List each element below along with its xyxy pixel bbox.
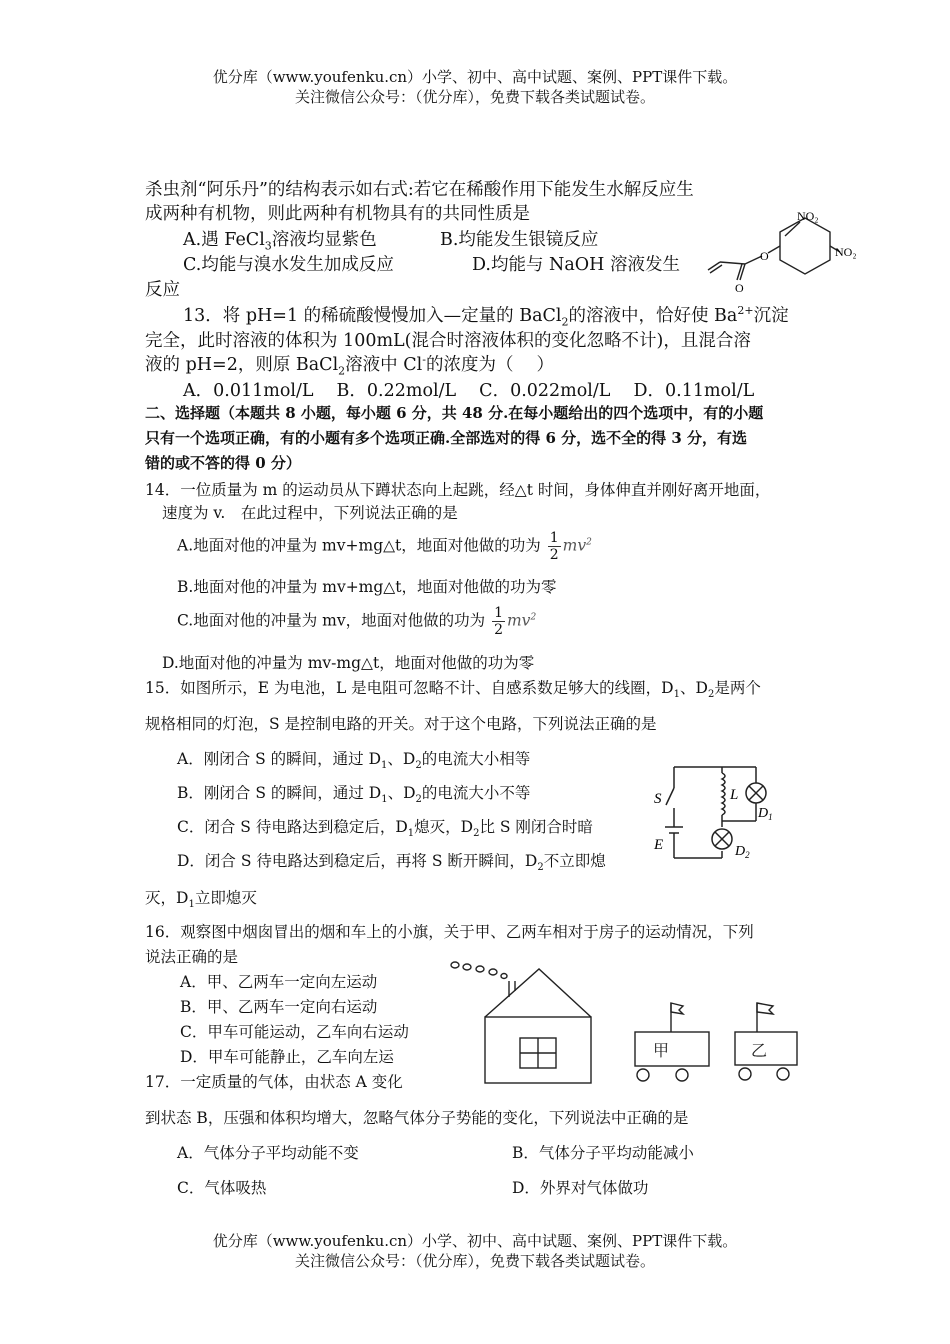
q17-option-b: B．气体分子平均动能减小 — [512, 1144, 694, 1162]
q16-option-c: C．甲车可能运动，乙车向右运动 — [180, 1023, 409, 1041]
q16-line-1: 16．观察图中烟囱冒出的烟和车上的小旗，关于甲、乙两车相对于房子的运动情况，下列 — [145, 923, 754, 941]
q14-option-b: B.地面对他的冲量为 mv+mg△t，地面对他做的功为零 — [177, 578, 557, 596]
fraction-one-half: $\frac{1}{2}$ — [549, 530, 559, 563]
q12-option-d-continued: 反应 — [145, 280, 180, 300]
q12-option-b: B.均能发生银镜反应 — [440, 230, 599, 250]
label-d1: $D_1$ — [758, 806, 773, 822]
house-and-cars-diagram — [445, 955, 805, 1095]
q14-option-a: A.地面对他的冲量为 mv+mg△t，地面对他做的功为 $\frac{1}{2}$ $mv^2$ — [177, 530, 592, 563]
smoke-puff — [451, 962, 459, 968]
header-line-1: 优分库（www.youfenku.cn）小学、初中、高中试题、案例、PPT课件下载。 — [212, 68, 738, 86]
q17-line-2: 到状态 B，压强和体积均增大，忽略气体分子势能的变化，下列说法中正确的是 — [145, 1109, 689, 1127]
car-jia-body — [635, 1032, 709, 1066]
q15-line-2: 规格相同的灯泡，S 是控制电路的开关。对于这个电路，下列说法正确的是 — [145, 715, 657, 733]
q16-option-a: A．甲、乙两车一定向左运动 — [180, 973, 378, 991]
car-yi-wheel — [777, 1068, 789, 1080]
label-coil-l: L — [730, 787, 739, 803]
car-jia-wheel — [676, 1069, 688, 1081]
q16-option-b: B．甲、乙两车一定向右运动 — [180, 998, 378, 1016]
q17-option-d: D．外界对气体做功 — [512, 1179, 649, 1197]
q13-line-3: 液的 pH=2，则原 BaCl$_2$溶液中 Cl-的浓度为（ ） — [145, 353, 555, 378]
molecule-no2-top: NO₂ — [797, 209, 819, 223]
section2-heading-line-2: 只有一个选项正确，有的小题有多个选项正确.全部选对的得 6 分，选不全的得 3 分，有选 — [145, 429, 747, 447]
q13-options: A．0.011mol/L B．0.22mol/L C．0.022mol/L D．0.11mol/L — [183, 381, 755, 401]
q15-option-c: C．闭合 S 待电路达到稳定后，$D_1$熄灭，$D_2$比 S 刚闭合时暗 — [177, 818, 593, 840]
q15-line-1: 15．如图所示，E 为电池，L 是电阻可忽略不计、自感系数足够大的线圈，$D_1$、$D_2$是两个 — [145, 679, 761, 701]
smoke-puff — [476, 966, 484, 972]
molecule-carbonyl-oxygen: O — [735, 281, 744, 295]
q15-option-b: B．刚闭合 S 的瞬间，通过 $D_1$、$D_2$的电流大小不等 — [177, 784, 531, 806]
car-yi-flag — [757, 1003, 773, 1014]
section2-heading-line-3: 错的或不答的得 0 分） — [145, 454, 301, 472]
footer-line-1: 优分库（www.youfenku.cn）小学、初中、高中试题、案例、PPT课件下载。 — [212, 1232, 738, 1250]
label-d2: $D_2$ — [735, 844, 750, 860]
q13-line-2: 完全，此时溶液的体积为 100mL(混合时溶液体积的变化忽略不计)，且混合溶 — [145, 331, 751, 351]
q17-option-a: A．气体分子平均动能不变 — [177, 1144, 359, 1162]
q12-option-d: D.均能与 NaOH 溶液发生 — [472, 255, 680, 275]
car-jia-label: 甲 — [653, 1043, 670, 1060]
q15-option-d-continued: 灭，$D_1$立即熄灭 — [145, 889, 257, 911]
q13-line-1: 13．将 pH=1 的稀硫酸慢慢加入—定量的 BaCl$_2$的溶液中，恰好使 $Ba^{2+}$沉淀 — [183, 304, 789, 329]
circuit-diagram — [640, 755, 790, 870]
label-battery-e: E — [654, 837, 664, 853]
molecule-structure-diagram — [700, 200, 865, 300]
car-jia-wheel — [637, 1069, 649, 1081]
molecule-no2-right: NO₂ — [835, 245, 857, 259]
q12-option-c: C.均能与溴水发生加成反应 — [183, 255, 394, 275]
label-switch-s: S — [654, 791, 662, 807]
q14-line-1: 14．一位质量为 m 的运动员从下蹲状态向上起跳，经△t 时间，身体伸直并刚好离开地面， — [145, 481, 771, 499]
q16-line-2: 说法正确的是 — [145, 948, 239, 966]
inductor-coil-l — [722, 773, 725, 815]
q14-line-2: 速度为 v. 在此过程中，下列说法正确的是 — [162, 504, 458, 522]
car-yi-wheel — [739, 1068, 751, 1080]
molecule-ester-oxygen: O — [760, 249, 769, 263]
q12-stem-line-2: 成两种有机物，则此两种有机物具有的共同性质是 — [145, 204, 530, 224]
q12-option-a: A.遇 FeCl$_3$溶液均显紫色 — [183, 230, 377, 253]
section2-heading-line-1: 二、选择题（本题共 8 小题，每小题 6 分，共 48 分.在每小题给出的四个选项中，有的小题 — [145, 404, 764, 422]
fraction-one-half: $\frac{1}{2}$ — [494, 605, 503, 638]
smoke-puff — [463, 964, 471, 970]
q15-option-d: D．闭合 S 待电路达到稳定后，再将 S 断开瞬间，$D_2$不立即熄 — [177, 852, 606, 874]
header-line-2: 关注微信公众号：（优分库），免费下载各类试题试卷。 — [294, 88, 655, 106]
q16-option-d: D．甲车可能静止，乙车向左运 — [180, 1048, 394, 1066]
q17-option-c: C．气体吸热 — [177, 1179, 267, 1197]
smoke-puff — [501, 974, 507, 979]
q14-option-c: C.地面对他的冲量为 mv，地面对他做的功为 $\frac{1}{2}$ $mv^2$ — [177, 605, 537, 638]
car-jia-flag — [671, 1003, 683, 1014]
q12-stem-line-1: 杀虫剂“阿乐丹”的结构表示如右式:若它在稀酸作用下能发生水解反应生 — [145, 180, 694, 200]
q17-line-1: 17．一定质量的气体，由状态 A 变化 — [145, 1073, 403, 1091]
smoke-puff — [489, 969, 497, 975]
q15-option-a: A．刚闭合 S 的瞬间，通过 $D_1$、$D_2$的电流大小相等 — [177, 750, 531, 772]
car-yi-label: 乙 — [751, 1043, 768, 1060]
switch-s-lever — [666, 788, 674, 805]
q14-option-d: D.地面对他的冲量为 mv-mg△t，地面对他做的功为零 — [162, 654, 535, 672]
footer-line-2: 关注微信公众号：（优分库），免费下载各类试题试卷。 — [294, 1252, 655, 1270]
